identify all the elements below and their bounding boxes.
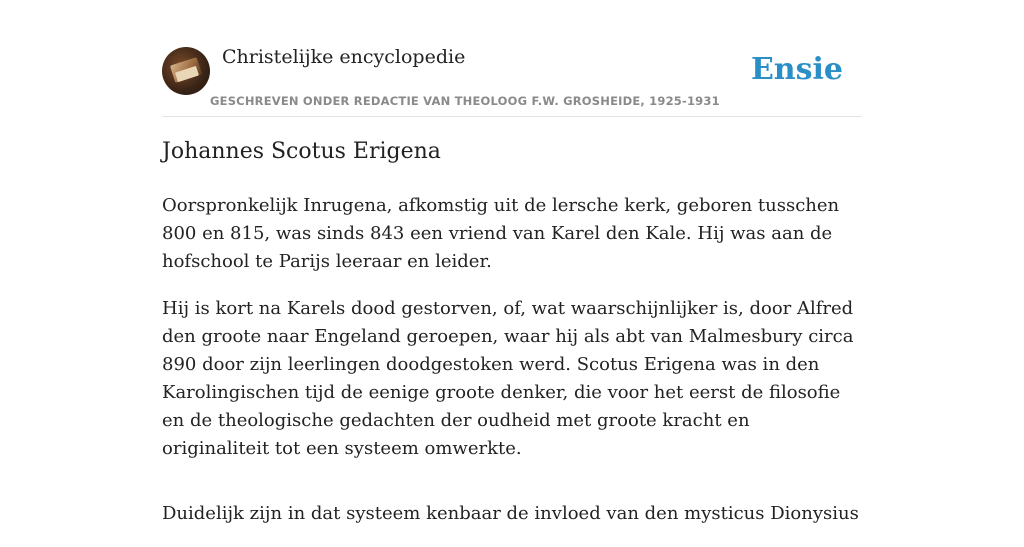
site-subtitle: GESCHREVEN ONDER REDACTIE VAN THEOLOOG F.W. GROSHEIDE, 1925-1931	[210, 94, 720, 108]
article-title: Johannes Scotus Erigena	[162, 139, 441, 164]
ensie-logo[interactable]: Ensie	[750, 52, 843, 87]
site-title[interactable]: Christelijke encyclopedie	[222, 46, 466, 68]
site-header	[162, 46, 862, 117]
article-paragraph-1: Oorspronkelijk Inrugena, afkomstig uit de lersche kerk, geboren tusschen 800 en 815, was sinds 843 een vriend van Karel den Kale. Hij was aan de hofschool te Parijs leeraar en leider.	[162, 195, 840, 272]
article-paragraph-2: Hij is kort na Karels dood gestorven, of, wat waarschijnlijker is, door Alfred den groote naar Engeland geroepen, waar hij als abt van Malmesbury circa 890 door zijn leerlingen doodgestoken werd. Scotus Erigena was in den Karolingischen tijd de eenige groote denker, die voor het eerst de filosofie en de theologische gedachten der oudheid met groote kracht en originaliteit tot een systeem omwerkte.	[162, 298, 854, 459]
book-stack-icon[interactable]	[162, 47, 210, 95]
article-paragraph-3: Duidelijk zijn in dat systeem kenbaar de invloed van den mysticus Dionysius	[162, 503, 859, 524]
article-body	[162, 192, 862, 547]
